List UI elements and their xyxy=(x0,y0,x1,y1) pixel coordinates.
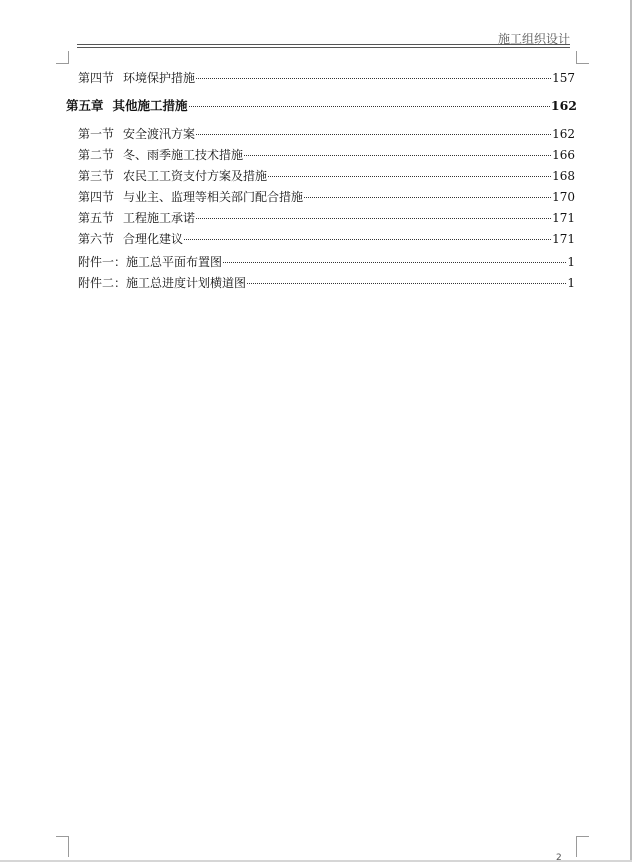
toc-leader-dots xyxy=(184,239,551,240)
toc-entry-title: 工程施工承诺 xyxy=(123,211,196,225)
crop-mark-top-left xyxy=(56,51,69,64)
toc-leader-dots xyxy=(196,78,551,79)
toc-entry-page: 166 xyxy=(552,148,575,162)
toc-leader-dots xyxy=(196,134,551,135)
header-rule-top xyxy=(77,44,570,45)
toc-entry[interactable] xyxy=(78,210,575,226)
toc-entry-title: 与业主、监理等相关部门配合措施 xyxy=(123,190,304,204)
toc-leader-dots xyxy=(189,106,550,107)
toc-entry-number: 第四节 xyxy=(78,71,115,85)
running-header-title: 施工组织设计 xyxy=(497,32,570,46)
toc-entry-number: 第五节 xyxy=(78,211,115,225)
toc-entry[interactable] xyxy=(78,231,575,247)
toc-entry-page: 1 xyxy=(567,276,575,290)
toc-entry-title: 安全渡汛方案 xyxy=(123,127,196,141)
toc-leader-dots xyxy=(268,176,551,177)
toc-entry-title: 环境保护措施 xyxy=(123,71,196,85)
toc-entry-number: 第四节 xyxy=(78,190,115,204)
footer-page-number: 2 xyxy=(556,853,562,863)
toc-entry-number: 第三节 xyxy=(78,169,115,183)
toc-entry-page: 171 xyxy=(552,232,575,246)
toc-leader-dots xyxy=(304,197,551,198)
toc-entry-appendix[interactable] xyxy=(78,275,575,291)
toc-entry-title: 施工总进度计划横道图 xyxy=(126,276,247,290)
crop-mark-bottom-left xyxy=(56,836,69,857)
toc-entry-number: 第一节 xyxy=(78,127,115,141)
toc-entry[interactable] xyxy=(78,168,575,184)
toc-leader-dots xyxy=(244,155,551,156)
toc-entry-appendix[interactable] xyxy=(78,254,575,270)
toc-leader-dots xyxy=(223,262,566,263)
toc-entry-title: 冬、雨季施工技术措施 xyxy=(123,148,244,162)
toc-entry[interactable] xyxy=(78,126,575,142)
toc-entry-number: 第五章 xyxy=(66,98,104,113)
header-rule-bottom xyxy=(77,47,570,48)
toc-entry-page: 171 xyxy=(552,211,575,225)
toc-entry-page: 1 xyxy=(567,255,575,269)
crop-mark-top-right xyxy=(576,51,589,64)
toc-entry-number: 第六节 xyxy=(78,232,115,246)
toc-entry[interactable] xyxy=(78,70,575,86)
toc-entry-title: 施工总平面布置图 xyxy=(126,255,223,269)
toc-entry-title: 农民工工资支付方案及措施 xyxy=(123,169,268,183)
toc-entry-title: 合理化建议 xyxy=(123,232,184,246)
toc-entry-number: 附件二： xyxy=(78,276,127,290)
toc-entry[interactable] xyxy=(78,189,575,205)
toc-leader-dots xyxy=(196,218,551,219)
toc-entry[interactable] xyxy=(78,147,575,163)
toc-entry-title: 其他施工措施 xyxy=(112,98,188,113)
toc-entry-page: 162 xyxy=(552,127,575,141)
toc-leader-dots xyxy=(247,283,566,284)
toc-entry-chapter[interactable] xyxy=(66,98,577,114)
crop-mark-bottom-right xyxy=(576,836,589,857)
toc-entry-number: 第二节 xyxy=(78,148,115,162)
toc-entry-page: 170 xyxy=(552,190,575,204)
toc-entry-page: 157 xyxy=(552,71,575,85)
toc-entry-page: 162 xyxy=(550,98,577,113)
toc-entry-number: 附件一： xyxy=(78,255,127,269)
toc-entry-page: 168 xyxy=(552,169,575,183)
